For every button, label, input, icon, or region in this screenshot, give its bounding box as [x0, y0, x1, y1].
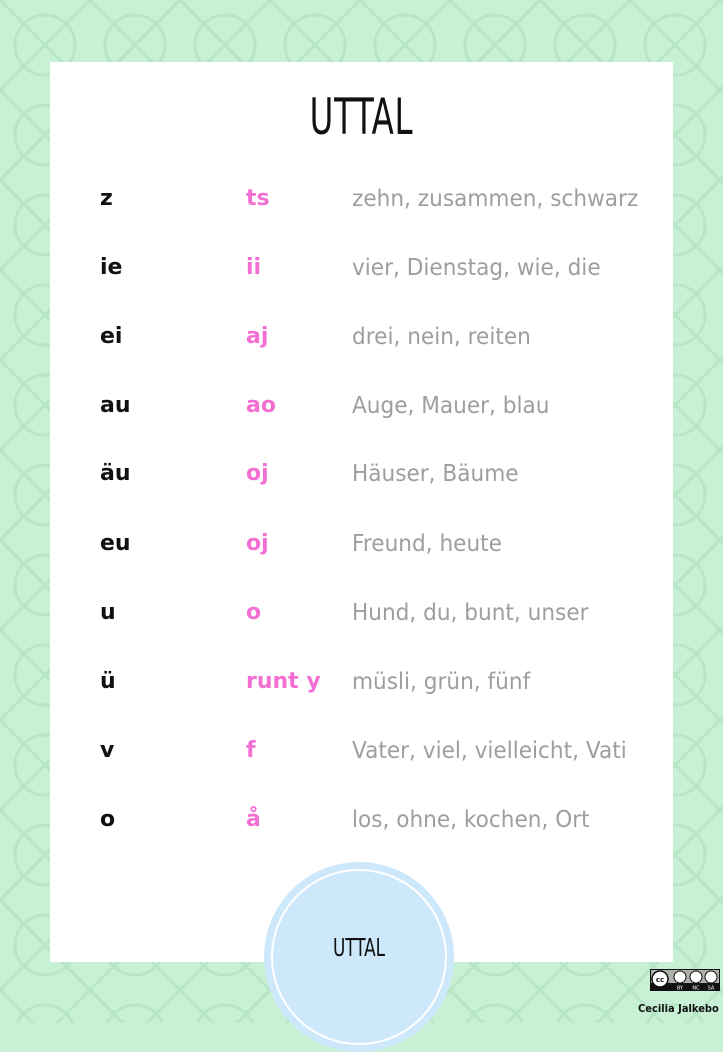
- letter-cell: au: [100, 393, 131, 418]
- letter-cell: v: [100, 738, 115, 763]
- sound-cell: oj: [246, 531, 269, 556]
- sound-cell: ao: [246, 393, 276, 418]
- table-row: [0, 600, 723, 640]
- examples-cell: Häuser, Bäume: [352, 461, 519, 487]
- letter-cell: eu: [100, 531, 131, 556]
- letter-cell: u: [100, 600, 116, 625]
- badge-label: UTTAL: [332, 933, 386, 962]
- examples-cell: zehn, zusammen, schwarz: [352, 186, 639, 212]
- letter-cell: äu: [100, 461, 131, 486]
- table-row: [0, 393, 723, 433]
- license-sa: SA: [707, 985, 715, 991]
- table-row: [0, 324, 723, 364]
- examples-cell: Hund, du, bunt, unser: [352, 600, 589, 626]
- examples-cell: drei, nein, reiten: [352, 324, 531, 350]
- table-row: [0, 738, 723, 778]
- examples-cell: Vater, viel, vielleicht, Vati: [352, 738, 627, 764]
- sound-cell: o: [246, 600, 262, 625]
- examples-cell: Auge, Mauer, blau: [352, 393, 550, 419]
- svg-text:cc: cc: [655, 976, 665, 984]
- license-by: BY: [676, 985, 684, 991]
- examples-cell: los, ohne, kochen, Ort: [352, 807, 590, 833]
- table-row: [0, 807, 723, 847]
- table-row: [0, 531, 723, 571]
- examples-cell: vier, Dienstag, wie, die: [352, 255, 601, 281]
- sound-cell: runt y: [246, 669, 321, 694]
- letter-cell: ü: [100, 669, 116, 694]
- sound-cell: ii: [246, 255, 262, 280]
- sound-cell: f: [246, 738, 256, 763]
- sound-cell: ts: [246, 186, 270, 211]
- table-row: [0, 461, 723, 501]
- table-row: [0, 186, 723, 226]
- page-title: UTTAL: [309, 88, 414, 146]
- license-nc: NC: [692, 985, 700, 991]
- sound-cell: aj: [246, 324, 269, 349]
- examples-cell: Freund, heute: [352, 531, 502, 557]
- cc-by-nc-sa-icon: [650, 969, 720, 991]
- sound-cell: å: [246, 807, 261, 832]
- table-row: [0, 255, 723, 295]
- letter-cell: ei: [100, 324, 123, 349]
- sound-cell: oj: [246, 461, 269, 486]
- letter-cell: z: [100, 186, 113, 211]
- table-row: [0, 669, 723, 709]
- letter-cell: o: [100, 807, 116, 832]
- letter-cell: ie: [100, 255, 123, 280]
- author-credit: Cecilia Jalkebo: [638, 1002, 719, 1015]
- examples-cell: müsli, grün, fünf: [352, 669, 531, 695]
